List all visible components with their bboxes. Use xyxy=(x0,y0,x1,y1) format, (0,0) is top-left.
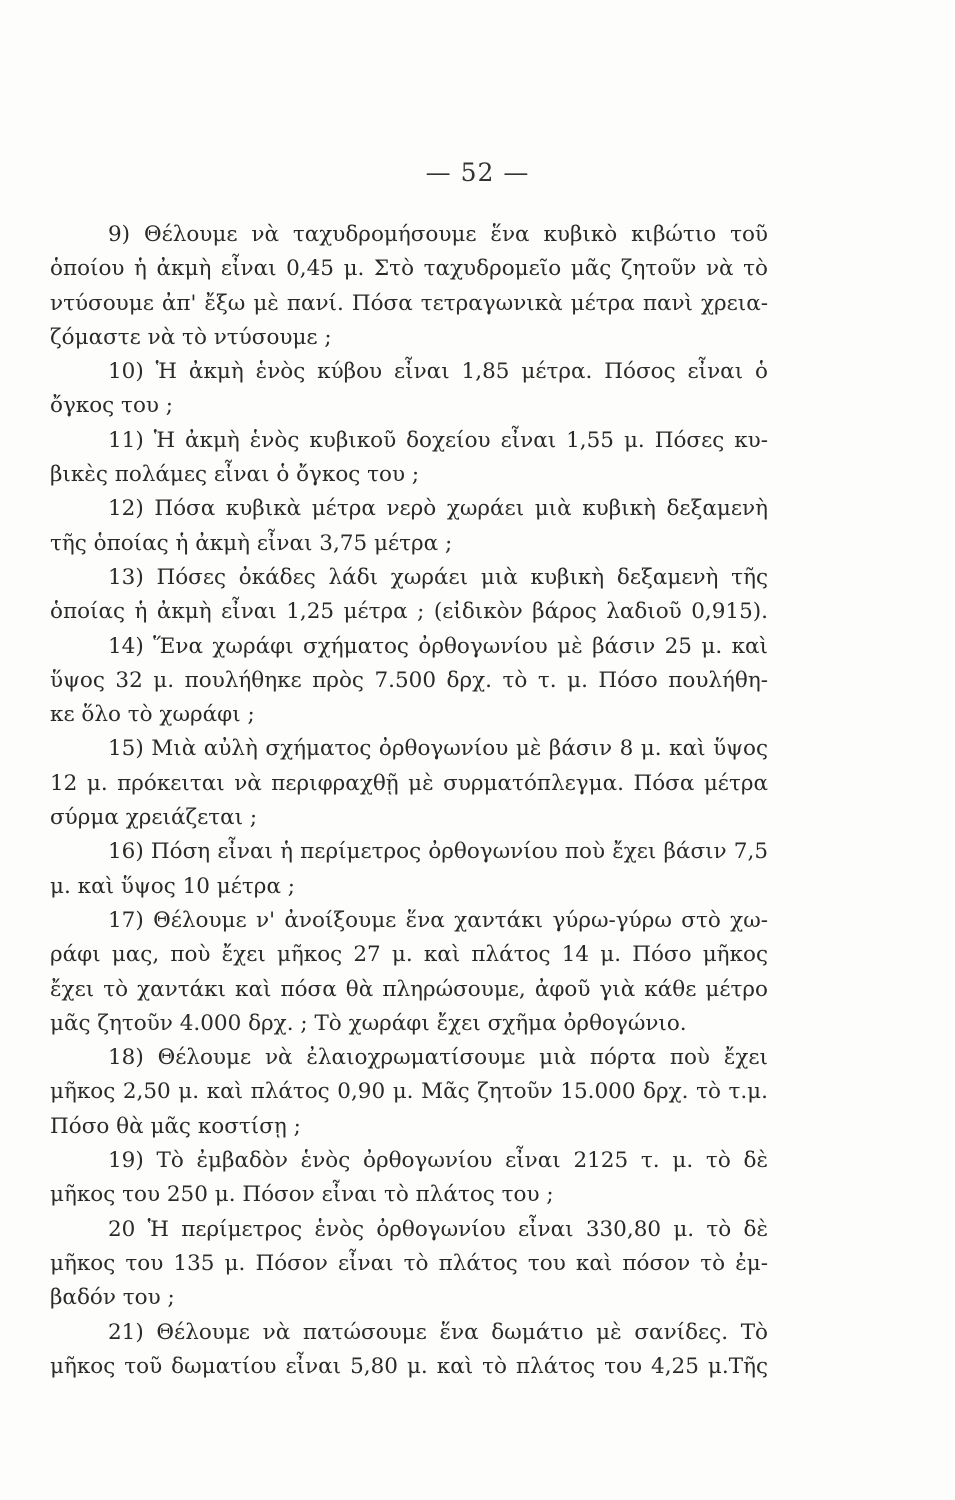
text-line: ὕψος 32 μ. πουλήθηκε πρὸς 7.500 δρχ. τὸ τ. μ. Πόσο πουλήθη- xyxy=(50,667,768,693)
text-line: κε ὅλο τὸ χωράφι ; xyxy=(50,702,255,728)
text-line: μῆκος τοῦ δωματίου εἶναι 5,80 μ. καὶ τὸ πλάτος του 4,25 μ.Τῆς xyxy=(50,1353,768,1379)
text-line: μῆκος του 250 μ. Πόσον εἶναι τὸ πλάτος του ; xyxy=(50,1182,554,1208)
exercise-text xyxy=(50,218,768,1384)
text-line: ντύσουμε ἀπ' ἔξω μὲ πανί. Πόσα τετραγωνικὰ μέτρα πανὶ χρεια- xyxy=(50,290,768,316)
text-line: 14) Ἕνα χωράφι σχήματος ὀρθογωνίου μὲ βάσιν 25 μ. καὶ xyxy=(108,633,768,659)
text-line: 20 Ἡ περίμετρος ἑνὸς ὀρθογωνίου εἶναι 330,80 μ. τὸ δὲ xyxy=(108,1216,768,1242)
text-line: ὄγκος του ; xyxy=(50,393,174,419)
text-line: 9) Θέλουμε νὰ ταχυδρομήσουμε ἕνα κυβικὸ κιβώτιο τοῦ xyxy=(108,222,768,247)
text-line: μῆκος του 135 μ. Πόσον εἶναι τὸ πλάτος του καὶ πόσον τὸ ἐμ- xyxy=(50,1250,768,1276)
text-line: 10) Ἡ ἀκμὴ ἑνὸς κύβου εἶναι 1,85 μέτρα. Πόσος εἶναι ὁ xyxy=(108,359,768,385)
text-line: ἔχει τὸ χαντάκι καὶ πόσα θὰ πληρώσουμε, ἀφοῦ γιὰ κάθε μέτρο xyxy=(50,976,768,1002)
text-line: 12 μ. πρόκειται νὰ περιφραχθῇ μὲ συρματόπλεγμα. Πόσα μέτρα xyxy=(50,770,768,796)
text-line: 13) Πόσες ὀκάδες λάδι χωράει μιὰ κυβικὴ δεξαμενὴ τῆς xyxy=(108,564,768,590)
text-line: ὁποίας ἡ ἀκμὴ εἶναι 1,25 μέτρα ; (εἰδικὸν βάρος λαδιοῦ 0,915). xyxy=(50,599,768,625)
text-line: τῆς ὁποίας ἡ ἀκμὴ εἶναι 3,75 μέτρα ; xyxy=(50,530,453,556)
text-line: 17) Θέλουμε ν' ἀνοίξουμε ἕνα χαντάκι γύρω-γύρω στὸ χω- xyxy=(108,907,768,933)
text-line: βαδόν του ; xyxy=(50,1285,175,1311)
text-line: μ. καὶ ὕψος 10 μέτρα ; xyxy=(50,873,296,899)
text-line: μᾶς ζητοῦν 4.000 δρχ. ; Τὸ χωράφι ἔχει σχῆμα ὀρθογώνιο. xyxy=(50,1010,687,1036)
page-number: — 52 — xyxy=(425,158,530,187)
text-line: 12) Πόσα κυβικὰ μέτρα νερὸ χωράει μιὰ κυβικὴ δεξαμενὴ xyxy=(108,496,768,522)
text-line: 19) Τὸ ἐμβαδὸν ἑνὸς ὀρθογωνίου εἶναι 2125 τ. μ. τὸ δὲ xyxy=(108,1148,768,1174)
text-line: σύρμα χρειάζεται ; xyxy=(50,805,258,831)
text-line: 21) Θέλουμε νὰ πατώσουμε ἕνα δωμάτιο μὲ σανίδες. Τὸ xyxy=(108,1319,768,1345)
text-line: 16) Πόση εἶναι ἡ περίμετρος ὀρθογωνίου ποὺ ἔχει βάσιν 7,5 xyxy=(108,839,768,865)
text-line: ράφι μας, ποὺ ἔχει μῆκος 27 μ. καὶ πλάτος 14 μ. Πόσο μῆκος xyxy=(50,942,768,968)
text-line: ὁποίου ἡ ἀκμὴ εἶναι 0,45 μ. Στὸ ταχυδρομεῖο μᾶς ζητοῦν νὰ τὸ xyxy=(50,256,768,282)
text-line: μῆκος 2,50 μ. καὶ πλάτος 0,90 μ. Μᾶς ζητοῦν 15.000 δρχ. τὸ τ.μ. xyxy=(50,1079,768,1105)
text-line: Πόσο θὰ μᾶς κοστίσῃ ; xyxy=(50,1113,301,1139)
text-line: 15) Μιὰ αὐλὴ σχήματος ὀρθογωνίου μὲ βάσιν 8 μ. καὶ ὕψος xyxy=(108,736,768,762)
text-line: ζόμαστε νὰ τὸ ντύσουμε ; xyxy=(50,324,332,350)
text-line: 18) Θέλουμε νὰ ἐλαιοχρωματίσουμε μιὰ πόρτα ποὺ ἔχει xyxy=(108,1045,768,1071)
text-line: 11) Ἡ ἀκμὴ ἑνὸς κυβικοῦ δοχείου εἶναι 1,55 μ. Πόσες κυ- xyxy=(108,427,768,453)
text-line: βικὲς πολάμες εἶναι ὁ ὄγκος του ; xyxy=(50,462,420,488)
